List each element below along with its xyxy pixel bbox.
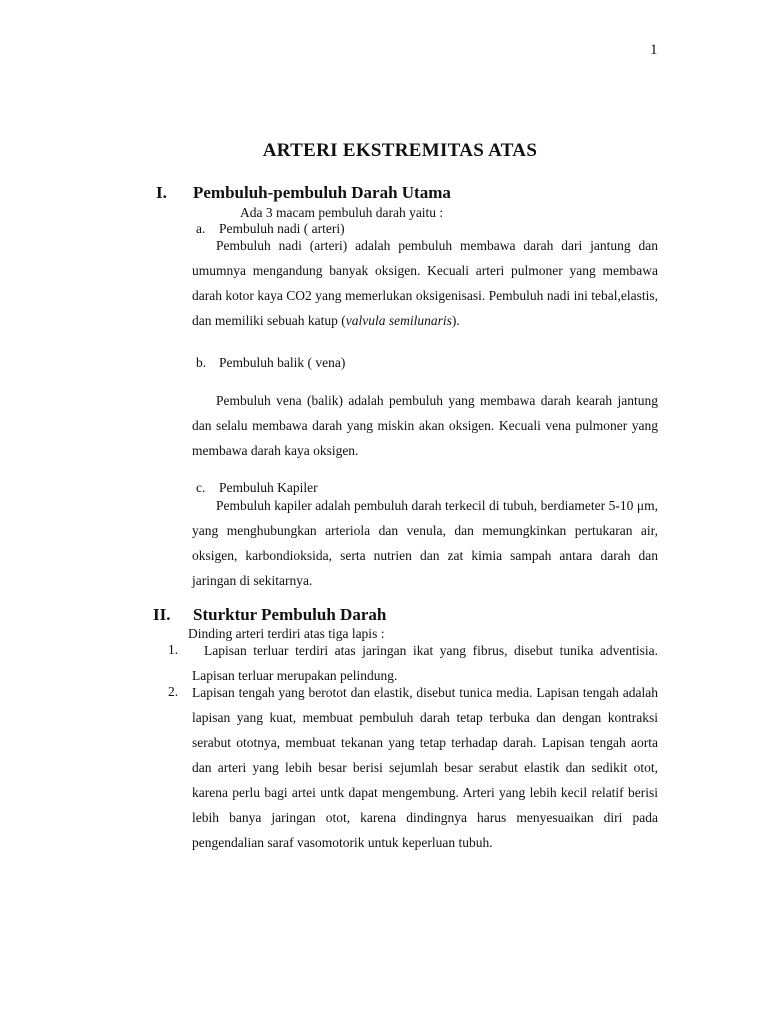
item-b-label: Pembuluh balik ( vena) xyxy=(219,355,346,370)
item-a-end: ). xyxy=(451,313,460,328)
page-number: 1 xyxy=(650,42,658,58)
list-item-2-marker: 2. xyxy=(168,684,179,699)
item-a-marker: a. xyxy=(196,221,206,236)
item-c-marker: c. xyxy=(196,480,206,495)
item-a-paragraph xyxy=(192,233,658,333)
section-2-title: Sturktur Pembuluh Darah xyxy=(193,605,387,624)
section-1-heading xyxy=(0,183,768,205)
section-2-heading xyxy=(0,605,768,627)
item-a-text: Pembuluh nadi (arteri) adalah pembuluh membawa darah dari jantung dan umumnya mengandung banyak oksigen. Kecuali arteri pulmoner yang membawa darah kotor kaya CO2 yang memerlukan oksigenisasi. Pembuluh nadi ini tebal,elastis, dan memiliki sebuah katup ( xyxy=(192,238,658,328)
item-c-label: Pembuluh Kapiler xyxy=(219,480,318,495)
section-1-intro: Ada 3 macam pembuluh darah yaitu : xyxy=(240,205,444,220)
item-a-italic-term: valvula semilunaris xyxy=(345,313,452,328)
section-2-number: II. xyxy=(153,605,171,624)
section-1-number: I. xyxy=(156,183,167,202)
item-c-text: Pembuluh kapiler adalah pembuluh darah terkecil di tubuh, berdiameter 5-10 μm, yang menghubungkan arteriola dan venula, dan memungkinkan pertukaran air, oksigen, karbondioksida, serta nutrien dan zat kimia sampah antara darah dan jaringan di sekitarnya. xyxy=(192,498,658,588)
item-c-paragraph xyxy=(192,493,658,593)
page-title: ARTERI EKSTREMITAS ATAS xyxy=(262,140,538,161)
item-a-label: Pembuluh nadi ( arteri) xyxy=(219,221,345,236)
item-b-marker: b. xyxy=(196,355,207,370)
list-item-2 xyxy=(192,680,658,855)
list-item-1-text: Lapisan terluar terdiri atas jaringan ikat yang fibrus, disebut tunika adventisia. Lapisan terluar merupakan pelindung. xyxy=(192,643,658,683)
item-b-paragraph xyxy=(192,388,658,463)
item-b-text: Pembuluh vena (balik) adalah pembuluh yang membawa darah kearah jantung dan selalu membawa darah yang miskin akan oksigen. Kecuali vena pulmoner yang membawa darah kaya oksigen. xyxy=(192,393,658,458)
section-1-title: Pembuluh-pembuluh Darah Utama xyxy=(193,183,451,202)
section-2-intro: Dinding arteri terdiri atas tiga lapis : xyxy=(188,626,385,641)
list-item-2-text: Lapisan tengah yang berotot dan elastik, disebut tunica media. Lapisan tengah adalah lapisan yang kuat, membuat pembuluh darah tetap terbuka dan dengan kontraksi serabut ototnya, membuat tekanan yang tetap terhadap darah. Lapisan tengah aorta dan arteri yang lebih besar berisi sejumlah besar serabut elastik dan sedikit otot, karena perlu bagi artei untk dapat mengembung. Arteri yang lebih kecil relatif berisi lebih banya jaringan otot, karena dindingnya harus menyesuaikan diri pada pengendalian saraf vasomotorik untuk keperluan tubuh. xyxy=(192,685,658,850)
list-item-1-marker: 1. xyxy=(168,642,179,657)
